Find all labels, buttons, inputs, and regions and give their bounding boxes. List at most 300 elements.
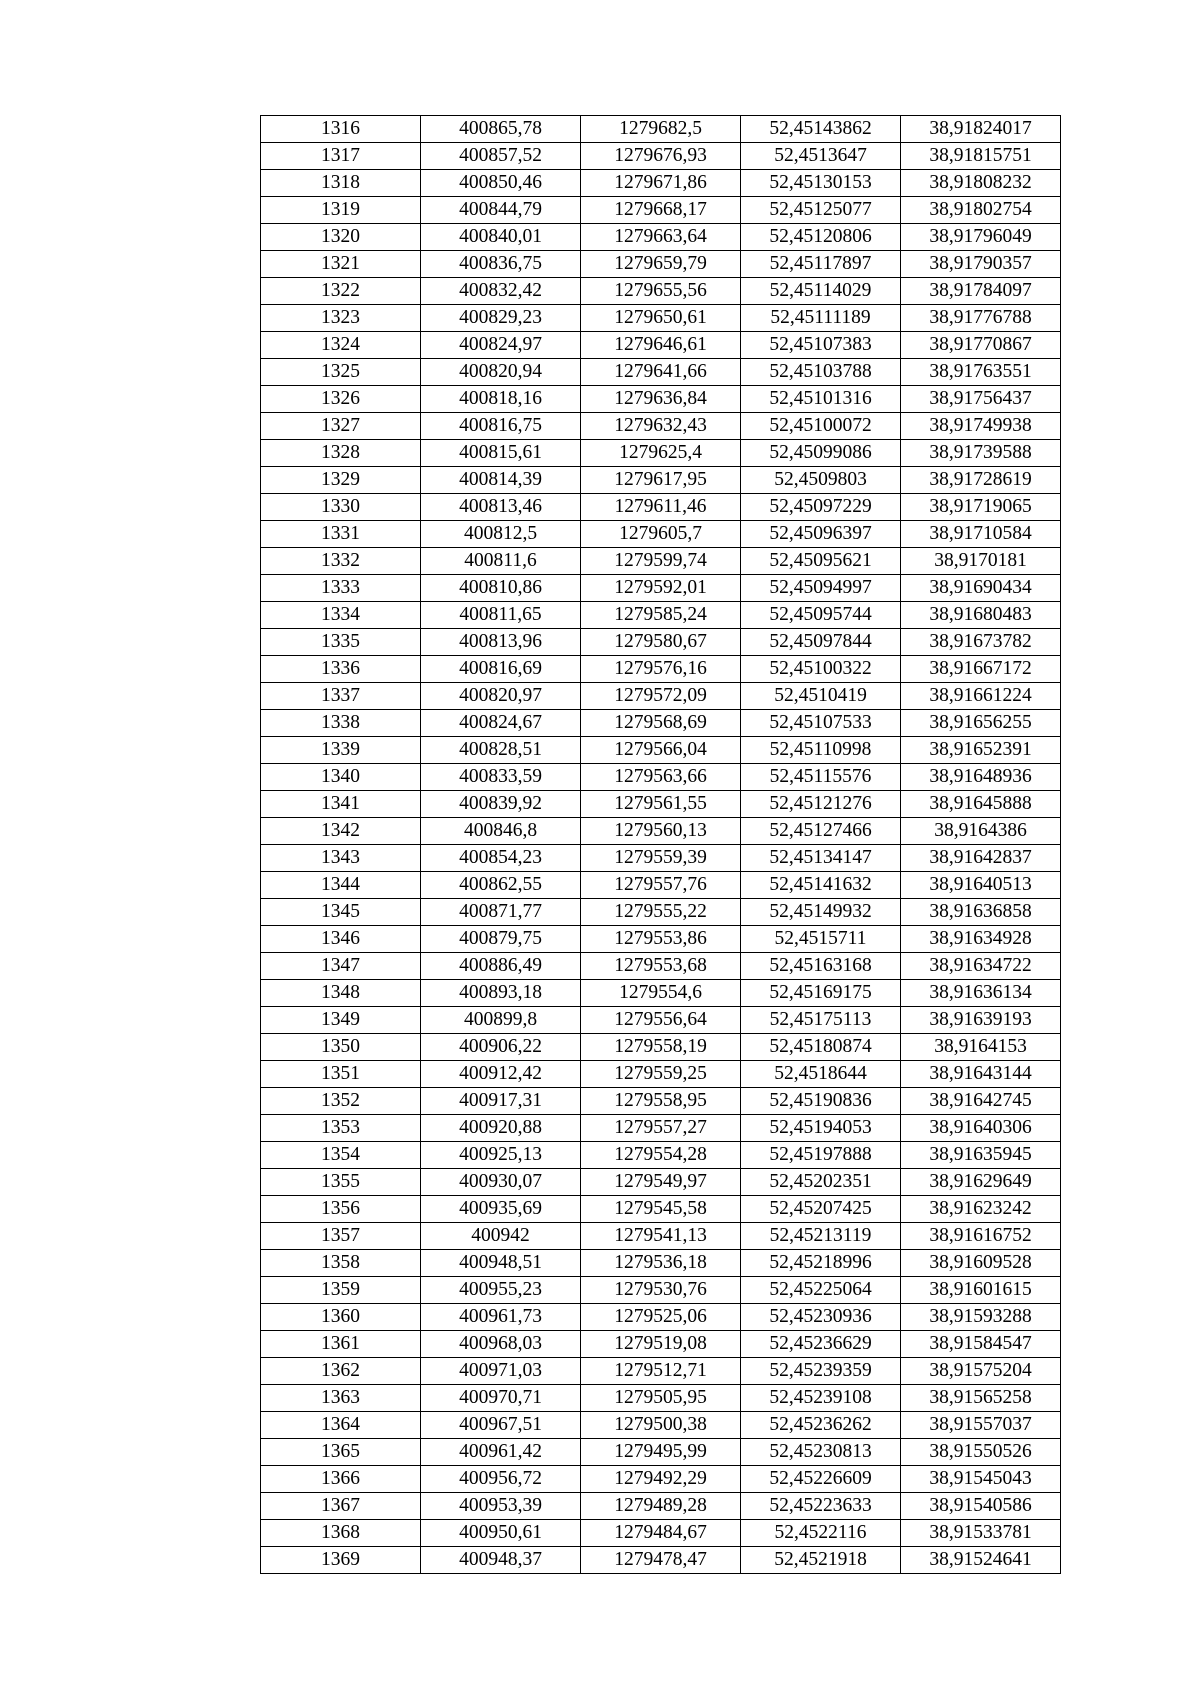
coordinates-table [260, 115, 1061, 1574]
x-coordinate-cell: 400968,03 [421, 1331, 581, 1358]
longitude-cell: 38,91642745 [901, 1088, 1061, 1115]
longitude-cell: 38,91680483 [901, 602, 1061, 629]
point-number-cell: 1341 [261, 791, 421, 818]
y-coordinate-cell: 1279611,46 [581, 494, 741, 521]
longitude-cell: 38,91784097 [901, 278, 1061, 305]
latitude-cell: 52,45130153 [741, 170, 901, 197]
longitude-cell: 38,91636858 [901, 899, 1061, 926]
point-number-cell: 1356 [261, 1196, 421, 1223]
latitude-cell: 52,45100072 [741, 413, 901, 440]
table-row [261, 1142, 1061, 1169]
table-row [261, 1034, 1061, 1061]
table-row [261, 1439, 1061, 1466]
point-number-cell: 1348 [261, 980, 421, 1007]
longitude-cell: 38,91661224 [901, 683, 1061, 710]
point-number-cell: 1330 [261, 494, 421, 521]
table-row [261, 1412, 1061, 1439]
x-coordinate-cell: 400833,59 [421, 764, 581, 791]
latitude-cell: 52,45115576 [741, 764, 901, 791]
latitude-cell: 52,45095744 [741, 602, 901, 629]
x-coordinate-cell: 400811,65 [421, 602, 581, 629]
latitude-cell: 52,45117897 [741, 251, 901, 278]
y-coordinate-cell: 1279650,61 [581, 305, 741, 332]
longitude-cell: 38,91645888 [901, 791, 1061, 818]
table-row [261, 332, 1061, 359]
longitude-cell: 38,91802754 [901, 197, 1061, 224]
latitude-cell: 52,45143862 [741, 116, 901, 143]
y-coordinate-cell: 1279641,66 [581, 359, 741, 386]
x-coordinate-cell: 400879,75 [421, 926, 581, 953]
latitude-cell: 52,45223633 [741, 1493, 901, 1520]
y-coordinate-cell: 1279557,76 [581, 872, 741, 899]
table-row [261, 629, 1061, 656]
x-coordinate-cell: 400935,69 [421, 1196, 581, 1223]
y-coordinate-cell: 1279530,76 [581, 1277, 741, 1304]
point-number-cell: 1355 [261, 1169, 421, 1196]
latitude-cell: 52,45099086 [741, 440, 901, 467]
y-coordinate-cell: 1279659,79 [581, 251, 741, 278]
y-coordinate-cell: 1279560,13 [581, 818, 741, 845]
latitude-cell: 52,45111189 [741, 305, 901, 332]
point-number-cell: 1351 [261, 1061, 421, 1088]
x-coordinate-cell: 400893,18 [421, 980, 581, 1007]
latitude-cell: 52,45095621 [741, 548, 901, 575]
point-number-cell: 1340 [261, 764, 421, 791]
x-coordinate-cell: 400811,6 [421, 548, 581, 575]
x-coordinate-cell: 400818,16 [421, 386, 581, 413]
table-row [261, 197, 1061, 224]
x-coordinate-cell: 400812,5 [421, 521, 581, 548]
x-coordinate-cell: 400961,42 [421, 1439, 581, 1466]
point-number-cell: 1362 [261, 1358, 421, 1385]
longitude-cell: 38,91648936 [901, 764, 1061, 791]
y-coordinate-cell: 1279549,97 [581, 1169, 741, 1196]
latitude-cell: 52,4518644 [741, 1061, 901, 1088]
x-coordinate-cell: 400846,8 [421, 818, 581, 845]
y-coordinate-cell: 1279646,61 [581, 332, 741, 359]
latitude-cell: 52,45236262 [741, 1412, 901, 1439]
longitude-cell: 38,91623242 [901, 1196, 1061, 1223]
longitude-cell: 38,9164386 [901, 818, 1061, 845]
y-coordinate-cell: 1279599,74 [581, 548, 741, 575]
point-number-cell: 1363 [261, 1385, 421, 1412]
table-row [261, 494, 1061, 521]
table-row [261, 386, 1061, 413]
point-number-cell: 1332 [261, 548, 421, 575]
y-coordinate-cell: 1279625,4 [581, 440, 741, 467]
longitude-cell: 38,91790357 [901, 251, 1061, 278]
latitude-cell: 52,45110998 [741, 737, 901, 764]
latitude-cell: 52,45169175 [741, 980, 901, 1007]
latitude-cell: 52,45097229 [741, 494, 901, 521]
latitude-cell: 52,45213119 [741, 1223, 901, 1250]
table-row [261, 980, 1061, 1007]
y-coordinate-cell: 1279558,19 [581, 1034, 741, 1061]
y-coordinate-cell: 1279559,25 [581, 1061, 741, 1088]
latitude-cell: 52,45127466 [741, 818, 901, 845]
table-row [261, 1466, 1061, 1493]
latitude-cell: 52,4521918 [741, 1547, 901, 1574]
longitude-cell: 38,9170181 [901, 548, 1061, 575]
latitude-cell: 52,45149932 [741, 899, 901, 926]
x-coordinate-cell: 400813,96 [421, 629, 581, 656]
x-coordinate-cell: 400956,72 [421, 1466, 581, 1493]
table-row [261, 872, 1061, 899]
y-coordinate-cell: 1279671,86 [581, 170, 741, 197]
latitude-cell: 52,4513647 [741, 143, 901, 170]
table-row [261, 548, 1061, 575]
point-number-cell: 1329 [261, 467, 421, 494]
latitude-cell: 52,45103788 [741, 359, 901, 386]
point-number-cell: 1349 [261, 1007, 421, 1034]
y-coordinate-cell: 1279585,24 [581, 602, 741, 629]
y-coordinate-cell: 1279605,7 [581, 521, 741, 548]
point-number-cell: 1333 [261, 575, 421, 602]
y-coordinate-cell: 1279489,28 [581, 1493, 741, 1520]
longitude-cell: 38,91616752 [901, 1223, 1061, 1250]
table-row [261, 953, 1061, 980]
latitude-cell: 52,45202351 [741, 1169, 901, 1196]
y-coordinate-cell: 1279663,64 [581, 224, 741, 251]
point-number-cell: 1342 [261, 818, 421, 845]
table-row [261, 818, 1061, 845]
point-number-cell: 1345 [261, 899, 421, 926]
longitude-cell: 38,91634722 [901, 953, 1061, 980]
point-number-cell: 1367 [261, 1493, 421, 1520]
x-coordinate-cell: 400824,67 [421, 710, 581, 737]
point-number-cell: 1357 [261, 1223, 421, 1250]
table-row [261, 1358, 1061, 1385]
longitude-cell: 38,91824017 [901, 116, 1061, 143]
x-coordinate-cell: 400820,97 [421, 683, 581, 710]
point-number-cell: 1328 [261, 440, 421, 467]
point-number-cell: 1321 [261, 251, 421, 278]
table-row [261, 305, 1061, 332]
x-coordinate-cell: 400840,01 [421, 224, 581, 251]
longitude-cell: 38,91642837 [901, 845, 1061, 872]
point-number-cell: 1334 [261, 602, 421, 629]
y-coordinate-cell: 1279563,66 [581, 764, 741, 791]
table-row [261, 602, 1061, 629]
point-number-cell: 1326 [261, 386, 421, 413]
table-row [261, 791, 1061, 818]
x-coordinate-cell: 400961,73 [421, 1304, 581, 1331]
table-row [261, 1169, 1061, 1196]
point-number-cell: 1364 [261, 1412, 421, 1439]
y-coordinate-cell: 1279512,71 [581, 1358, 741, 1385]
point-number-cell: 1343 [261, 845, 421, 872]
latitude-cell: 52,45141632 [741, 872, 901, 899]
table-row [261, 170, 1061, 197]
longitude-cell: 38,91636134 [901, 980, 1061, 1007]
latitude-cell: 52,45101316 [741, 386, 901, 413]
point-number-cell: 1353 [261, 1115, 421, 1142]
table-row [261, 1493, 1061, 1520]
y-coordinate-cell: 1279568,69 [581, 710, 741, 737]
table-row [261, 1115, 1061, 1142]
point-number-cell: 1317 [261, 143, 421, 170]
table-row [261, 1088, 1061, 1115]
longitude-cell: 38,91565258 [901, 1385, 1061, 1412]
table-row [261, 575, 1061, 602]
point-number-cell: 1360 [261, 1304, 421, 1331]
longitude-cell: 38,91770867 [901, 332, 1061, 359]
point-number-cell: 1350 [261, 1034, 421, 1061]
longitude-cell: 38,91593288 [901, 1304, 1061, 1331]
longitude-cell: 38,91776788 [901, 305, 1061, 332]
x-coordinate-cell: 400948,51 [421, 1250, 581, 1277]
longitude-cell: 38,91575204 [901, 1358, 1061, 1385]
longitude-cell: 38,91540586 [901, 1493, 1061, 1520]
x-coordinate-cell: 400839,92 [421, 791, 581, 818]
latitude-cell: 52,45163168 [741, 953, 901, 980]
x-coordinate-cell: 400925,13 [421, 1142, 581, 1169]
longitude-cell: 38,91557037 [901, 1412, 1061, 1439]
point-number-cell: 1325 [261, 359, 421, 386]
y-coordinate-cell: 1279525,06 [581, 1304, 741, 1331]
table-row [261, 1223, 1061, 1250]
latitude-cell: 52,45218996 [741, 1250, 901, 1277]
longitude-cell: 38,91640306 [901, 1115, 1061, 1142]
x-coordinate-cell: 400816,69 [421, 656, 581, 683]
table-row [261, 926, 1061, 953]
x-coordinate-cell: 400829,23 [421, 305, 581, 332]
point-number-cell: 1368 [261, 1520, 421, 1547]
table-row [261, 251, 1061, 278]
y-coordinate-cell: 1279556,64 [581, 1007, 741, 1034]
longitude-cell: 38,91635945 [901, 1142, 1061, 1169]
y-coordinate-cell: 1279636,84 [581, 386, 741, 413]
table-row [261, 278, 1061, 305]
table-row [261, 116, 1061, 143]
latitude-cell: 52,45097844 [741, 629, 901, 656]
point-number-cell: 1331 [261, 521, 421, 548]
point-number-cell: 1338 [261, 710, 421, 737]
table-row [261, 845, 1061, 872]
table-row [261, 1061, 1061, 1088]
y-coordinate-cell: 1279576,16 [581, 656, 741, 683]
x-coordinate-cell: 400920,88 [421, 1115, 581, 1142]
y-coordinate-cell: 1279541,13 [581, 1223, 741, 1250]
y-coordinate-cell: 1279566,04 [581, 737, 741, 764]
latitude-cell: 52,45190836 [741, 1088, 901, 1115]
table-row [261, 737, 1061, 764]
y-coordinate-cell: 1279492,29 [581, 1466, 741, 1493]
longitude-cell: 38,9164153 [901, 1034, 1061, 1061]
point-number-cell: 1337 [261, 683, 421, 710]
x-coordinate-cell: 400906,22 [421, 1034, 581, 1061]
y-coordinate-cell: 1279495,99 [581, 1439, 741, 1466]
table-row [261, 1196, 1061, 1223]
latitude-cell: 52,45194053 [741, 1115, 901, 1142]
y-coordinate-cell: 1279617,95 [581, 467, 741, 494]
y-coordinate-cell: 1279592,01 [581, 575, 741, 602]
longitude-cell: 38,91652391 [901, 737, 1061, 764]
y-coordinate-cell: 1279545,58 [581, 1196, 741, 1223]
longitude-cell: 38,91719065 [901, 494, 1061, 521]
latitude-cell: 52,4509803 [741, 467, 901, 494]
point-number-cell: 1327 [261, 413, 421, 440]
y-coordinate-cell: 1279553,68 [581, 953, 741, 980]
longitude-cell: 38,91524641 [901, 1547, 1061, 1574]
longitude-cell: 38,91739588 [901, 440, 1061, 467]
point-number-cell: 1346 [261, 926, 421, 953]
y-coordinate-cell: 1279559,39 [581, 845, 741, 872]
latitude-cell: 52,45100322 [741, 656, 901, 683]
x-coordinate-cell: 400950,61 [421, 1520, 581, 1547]
longitude-cell: 38,91815751 [901, 143, 1061, 170]
latitude-cell: 52,45175113 [741, 1007, 901, 1034]
latitude-cell: 52,45096397 [741, 521, 901, 548]
table-row [261, 413, 1061, 440]
point-number-cell: 1335 [261, 629, 421, 656]
table-row [261, 1331, 1061, 1358]
point-number-cell: 1347 [261, 953, 421, 980]
longitude-cell: 38,91667172 [901, 656, 1061, 683]
x-coordinate-cell: 400810,86 [421, 575, 581, 602]
y-coordinate-cell: 1279555,22 [581, 899, 741, 926]
y-coordinate-cell: 1279484,67 [581, 1520, 741, 1547]
y-coordinate-cell: 1279561,55 [581, 791, 741, 818]
x-coordinate-cell: 400836,75 [421, 251, 581, 278]
x-coordinate-cell: 400912,42 [421, 1061, 581, 1088]
point-number-cell: 1339 [261, 737, 421, 764]
x-coordinate-cell: 400971,03 [421, 1358, 581, 1385]
y-coordinate-cell: 1279478,47 [581, 1547, 741, 1574]
y-coordinate-cell: 1279554,6 [581, 980, 741, 1007]
y-coordinate-cell: 1279558,95 [581, 1088, 741, 1115]
point-number-cell: 1323 [261, 305, 421, 332]
x-coordinate-cell: 400970,71 [421, 1385, 581, 1412]
longitude-cell: 38,91545043 [901, 1466, 1061, 1493]
latitude-cell: 52,45134147 [741, 845, 901, 872]
point-number-cell: 1361 [261, 1331, 421, 1358]
point-number-cell: 1322 [261, 278, 421, 305]
longitude-cell: 38,91634928 [901, 926, 1061, 953]
table-row [261, 1520, 1061, 1547]
y-coordinate-cell: 1279668,17 [581, 197, 741, 224]
y-coordinate-cell: 1279519,08 [581, 1331, 741, 1358]
latitude-cell: 52,4510419 [741, 683, 901, 710]
table-row [261, 1250, 1061, 1277]
x-coordinate-cell: 400824,97 [421, 332, 581, 359]
latitude-cell: 52,45207425 [741, 1196, 901, 1223]
table-row [261, 1547, 1061, 1574]
table-row [261, 359, 1061, 386]
x-coordinate-cell: 400850,46 [421, 170, 581, 197]
point-number-cell: 1336 [261, 656, 421, 683]
x-coordinate-cell: 400816,75 [421, 413, 581, 440]
x-coordinate-cell: 400844,79 [421, 197, 581, 224]
longitude-cell: 38,91749938 [901, 413, 1061, 440]
latitude-cell: 52,45121276 [741, 791, 901, 818]
y-coordinate-cell: 1279632,43 [581, 413, 741, 440]
latitude-cell: 52,4515711 [741, 926, 901, 953]
point-number-cell: 1354 [261, 1142, 421, 1169]
table-row [261, 467, 1061, 494]
point-number-cell: 1324 [261, 332, 421, 359]
table-row [261, 1277, 1061, 1304]
longitude-cell: 38,91584547 [901, 1331, 1061, 1358]
table-row [261, 710, 1061, 737]
y-coordinate-cell: 1279682,5 [581, 116, 741, 143]
x-coordinate-cell: 400854,23 [421, 845, 581, 872]
latitude-cell: 52,45239359 [741, 1358, 901, 1385]
longitude-cell: 38,91601615 [901, 1277, 1061, 1304]
y-coordinate-cell: 1279536,18 [581, 1250, 741, 1277]
table-row [261, 1304, 1061, 1331]
longitude-cell: 38,91533781 [901, 1520, 1061, 1547]
latitude-cell: 52,45180874 [741, 1034, 901, 1061]
point-number-cell: 1369 [261, 1547, 421, 1574]
longitude-cell: 38,91808232 [901, 170, 1061, 197]
y-coordinate-cell: 1279500,38 [581, 1412, 741, 1439]
latitude-cell: 52,45107383 [741, 332, 901, 359]
y-coordinate-cell: 1279580,67 [581, 629, 741, 656]
point-number-cell: 1365 [261, 1439, 421, 1466]
x-coordinate-cell: 400828,51 [421, 737, 581, 764]
longitude-cell: 38,91550526 [901, 1439, 1061, 1466]
table-row [261, 1007, 1061, 1034]
x-coordinate-cell: 400955,23 [421, 1277, 581, 1304]
latitude-cell: 52,45197888 [741, 1142, 901, 1169]
table-row [261, 521, 1061, 548]
x-coordinate-cell: 400953,39 [421, 1493, 581, 1520]
point-number-cell: 1359 [261, 1277, 421, 1304]
latitude-cell: 52,45114029 [741, 278, 901, 305]
latitude-cell: 52,45230813 [741, 1439, 901, 1466]
latitude-cell: 52,45226609 [741, 1466, 901, 1493]
longitude-cell: 38,91763551 [901, 359, 1061, 386]
x-coordinate-cell: 400967,51 [421, 1412, 581, 1439]
longitude-cell: 38,91796049 [901, 224, 1061, 251]
point-number-cell: 1358 [261, 1250, 421, 1277]
point-number-cell: 1344 [261, 872, 421, 899]
longitude-cell: 38,91639193 [901, 1007, 1061, 1034]
y-coordinate-cell: 1279557,27 [581, 1115, 741, 1142]
y-coordinate-cell: 1279553,86 [581, 926, 741, 953]
x-coordinate-cell: 400832,42 [421, 278, 581, 305]
latitude-cell: 52,45094997 [741, 575, 901, 602]
longitude-cell: 38,91673782 [901, 629, 1061, 656]
x-coordinate-cell: 400820,94 [421, 359, 581, 386]
x-coordinate-cell: 400886,49 [421, 953, 581, 980]
latitude-cell: 52,45120806 [741, 224, 901, 251]
y-coordinate-cell: 1279655,56 [581, 278, 741, 305]
longitude-cell: 38,91728619 [901, 467, 1061, 494]
x-coordinate-cell: 400813,46 [421, 494, 581, 521]
latitude-cell: 52,45125077 [741, 197, 901, 224]
x-coordinate-cell: 400815,61 [421, 440, 581, 467]
longitude-cell: 38,91640513 [901, 872, 1061, 899]
x-coordinate-cell: 400862,55 [421, 872, 581, 899]
x-coordinate-cell: 400871,77 [421, 899, 581, 926]
point-number-cell: 1366 [261, 1466, 421, 1493]
latitude-cell: 52,45225064 [741, 1277, 901, 1304]
y-coordinate-cell: 1279554,28 [581, 1142, 741, 1169]
latitude-cell: 52,45239108 [741, 1385, 901, 1412]
point-number-cell: 1316 [261, 116, 421, 143]
point-number-cell: 1318 [261, 170, 421, 197]
y-coordinate-cell: 1279505,95 [581, 1385, 741, 1412]
x-coordinate-cell: 400948,37 [421, 1547, 581, 1574]
y-coordinate-cell: 1279676,93 [581, 143, 741, 170]
longitude-cell: 38,91629649 [901, 1169, 1061, 1196]
longitude-cell: 38,91609528 [901, 1250, 1061, 1277]
x-coordinate-cell: 400942 [421, 1223, 581, 1250]
longitude-cell: 38,91710584 [901, 521, 1061, 548]
point-number-cell: 1320 [261, 224, 421, 251]
